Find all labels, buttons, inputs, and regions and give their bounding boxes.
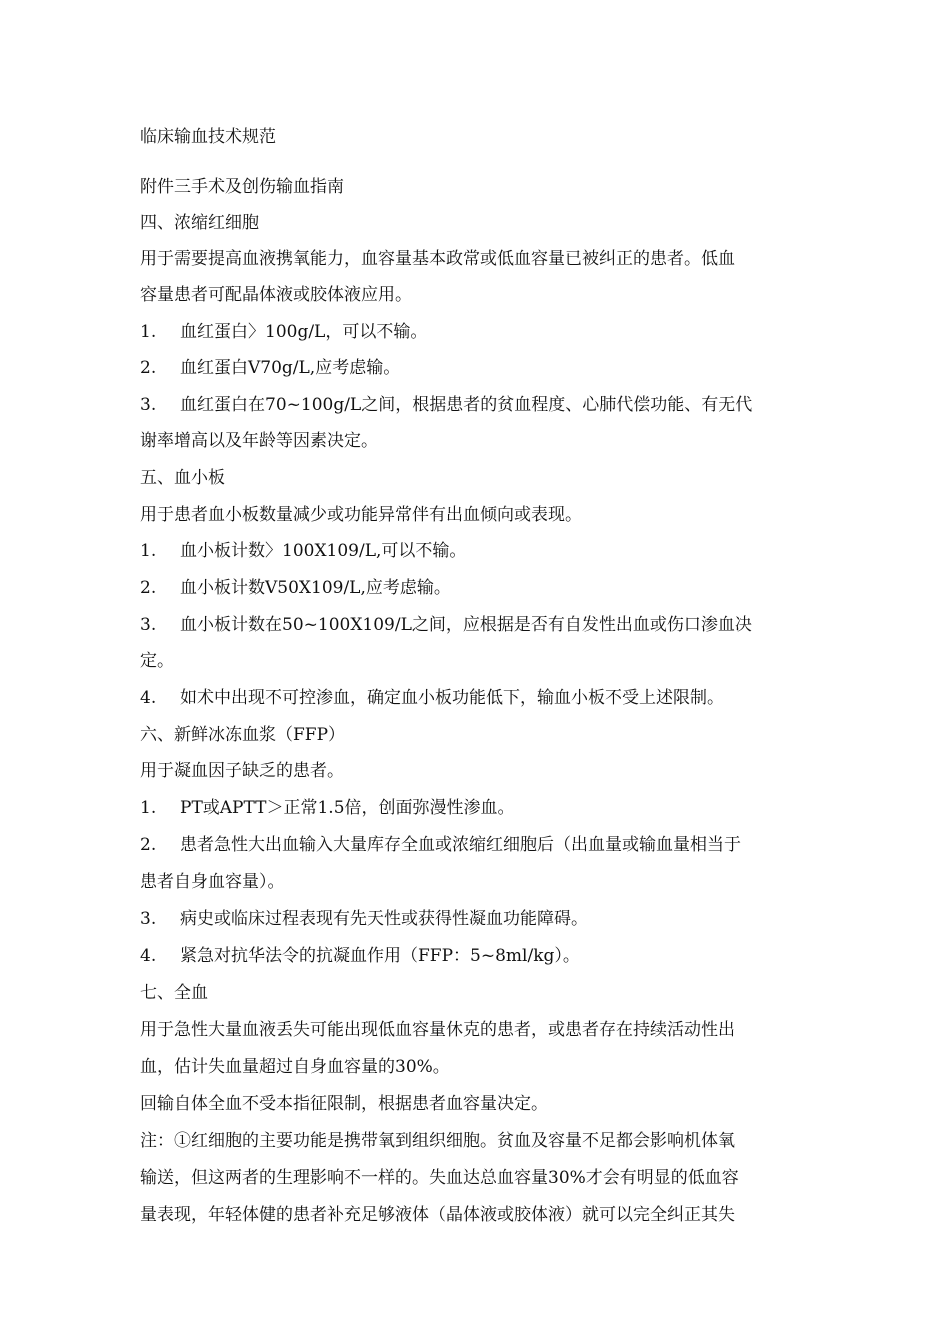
list-item-number: 2.: [140, 835, 157, 855]
list-item: [140, 908, 820, 930]
list-item-text: 血小板计数V50X109/L,应考虑输。: [180, 578, 451, 598]
list-item-text: 血小板计数在50~100X109/L之间，应根据是否有自发性出血或伤口渗血决: [180, 615, 752, 635]
list-item-number: 2.: [140, 578, 157, 598]
paragraph-line: 回输自体全血不受本指征限制，根据患者血容量决定。: [140, 1094, 548, 1114]
list-item-continuation: 谢率增高以及年龄等因素决定。: [140, 431, 378, 451]
list-item-number: 4.: [140, 946, 157, 966]
list-item-number: 3.: [140, 615, 157, 635]
paragraph-line: 用于患者血小板数量减少或功能异常伴有出血倾向或表现。: [140, 505, 582, 525]
note-line: 量表现，年轻体健的患者补充足够液体（晶体液或胶体液）就可以完全纠正其失: [140, 1205, 735, 1225]
section-heading-platelets: 五、血小板: [140, 468, 225, 488]
list-item-text: 血红蛋白在70~100g/L之间，根据患者的贫血程度、心肺代偿功能、有无代: [180, 395, 753, 415]
list-item-text: 病史或临床过程表现有先天性或获得性凝血功能障碍。: [180, 909, 588, 929]
list-item-text: 血红蛋白〉100g/L，可以不输。: [180, 322, 428, 342]
list-item: [140, 577, 820, 599]
list-item-text: 血红蛋白V70g/L,应考虑输。: [180, 358, 401, 378]
paragraph-line: 容量患者可配晶体液或胶体液应用。: [140, 285, 412, 305]
list-item-text: 紧急对抗华法令的抗凝血作用（FFP：5~8ml/kg）。: [180, 946, 580, 966]
list-item-number: 1.: [140, 322, 157, 342]
list-item: [140, 394, 820, 416]
list-item-text: 血小板计数〉100X109/L,可以不输。: [180, 541, 467, 561]
list-item: [140, 797, 820, 819]
list-item-number: 2.: [140, 358, 157, 378]
list-item-text: PT或APTT＞正常1.5倍，创面弥漫性渗血。: [180, 798, 515, 818]
list-item-continuation: 定。: [140, 651, 174, 671]
list-item: [140, 614, 820, 636]
list-item: [140, 687, 820, 709]
list-item-continuation: 患者自身血容量）。: [140, 872, 285, 892]
list-item-number: 1.: [140, 798, 157, 818]
list-item-text: 如术中出现不可控渗血，确定血小板功能低下，输血小板不受上述限制。: [180, 688, 724, 708]
list-item: [140, 321, 820, 343]
list-item-number: 3.: [140, 395, 157, 415]
list-item: [140, 834, 820, 856]
section-heading-ffp: 六、新鲜冰冻血浆（FFP）: [140, 725, 346, 745]
paragraph-line: 血，估计失血量超过自身血容量的30%。: [140, 1057, 450, 1077]
section-heading-whole-blood: 七、全血: [140, 983, 208, 1003]
list-item-number: 1.: [140, 541, 157, 561]
list-item-text: 患者急性大出血输入大量库存全血或浓缩红细胞后（出血量或输血量相当于: [180, 835, 741, 855]
paragraph-line: 用于凝血因子缺乏的患者。: [140, 761, 344, 781]
paragraph-line: 用于需要提高血液携氧能力，血容量基本政常或低血容量已被纠正的患者。低血: [140, 249, 735, 269]
section-heading-red-cells: 四、浓缩红细胞: [140, 213, 259, 233]
document-title: 临床输血技术规范: [140, 127, 276, 147]
document-subtitle: 附件三手术及创伤输血指南: [140, 177, 344, 197]
note-line: 输送，但这两者的生理影响不一样的。失血达总血容量30%才会有明显的低血容: [140, 1168, 739, 1188]
list-item-number: 3.: [140, 909, 157, 929]
list-item: [140, 945, 820, 967]
note-line: 注：①红细胞的主要功能是携带氧到组织细胞。贫血及容量不足都会影响机体氧: [140, 1131, 735, 1151]
list-item: [140, 357, 820, 379]
paragraph-line: 用于急性大量血液丢失可能出现低血容量休克的患者，或患者存在持续活动性出: [140, 1020, 735, 1040]
list-item: [140, 540, 820, 562]
list-item-number: 4.: [140, 688, 157, 708]
